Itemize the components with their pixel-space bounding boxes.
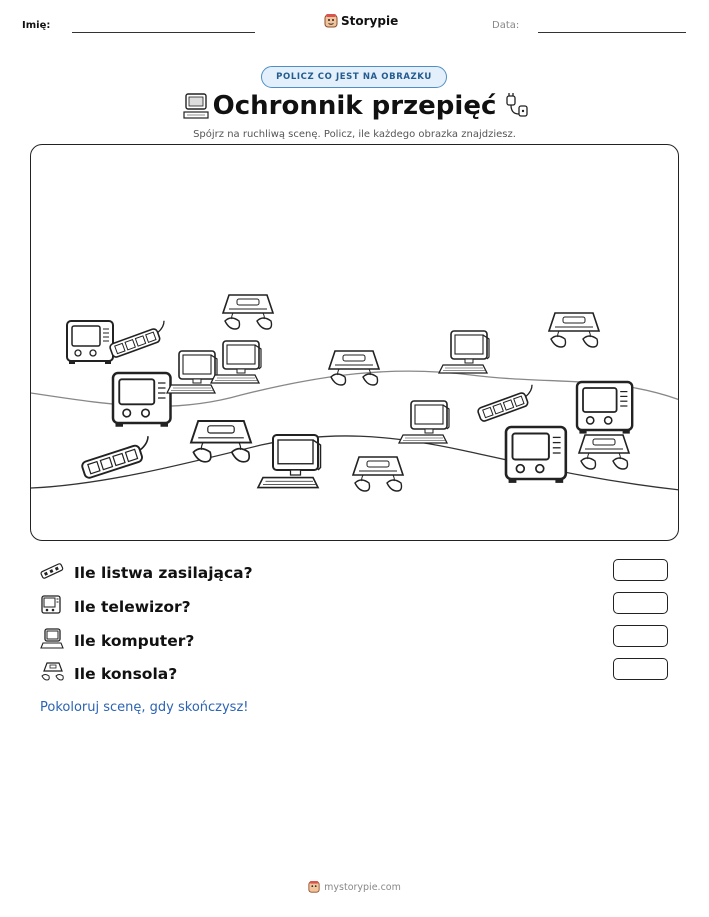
scene-console-4 <box>191 421 251 462</box>
answer-box-power-strip[interactable] <box>613 559 668 581</box>
footer <box>0 881 709 893</box>
question-label: Ile telewizor? <box>74 598 191 616</box>
question-label: Ile konsola? <box>74 665 178 683</box>
brand-name: Storypie <box>341 14 399 28</box>
computer-icon <box>40 628 66 654</box>
date-label: Data: <box>492 20 520 31</box>
name-label: Imię: <box>22 20 51 31</box>
page-subtitle: Spójrz na ruchliwą scenę. Policz, ile każdego obrazka znajdziesz. <box>193 129 516 140</box>
name-line[interactable] <box>72 32 255 33</box>
scene-console-5 <box>353 457 403 491</box>
scene-tv-3 <box>506 427 566 483</box>
question-label: Ile komputer? <box>74 632 195 650</box>
scene-tv-4 <box>577 382 632 434</box>
scene-illustration <box>31 145 679 541</box>
scene-computer-2 <box>211 341 261 383</box>
storypie-mascot-icon <box>308 881 320 893</box>
scene-computer-1 <box>167 351 217 393</box>
scene-computer-4 <box>399 401 449 443</box>
scene-console-3 <box>549 313 599 347</box>
page-title: Ochronnik przepięć <box>212 91 497 121</box>
answer-box-tv[interactable] <box>613 592 668 614</box>
question-power-strip <box>40 562 253 584</box>
footer-url: mystorypie.com <box>324 881 401 893</box>
answer-box-console[interactable] <box>613 658 668 680</box>
activity-badge: POLICZ CO JEST NA OBRAZKU <box>261 66 447 88</box>
brand-logo <box>324 14 398 28</box>
scene-tv-2 <box>113 373 171 427</box>
question-label: Ile listwa zasilająca? <box>74 564 253 582</box>
console-icon <box>40 661 66 687</box>
scene-power-strip-1 <box>108 321 171 358</box>
tv-icon <box>40 595 66 619</box>
question-computer <box>40 628 194 654</box>
scene-tv-1 <box>67 321 113 364</box>
scene-console-2 <box>329 351 379 385</box>
coloring-note: Pokoloruj scenę, gdy skończysz! <box>40 700 249 715</box>
scene-computer-3 <box>439 331 489 373</box>
question-console <box>40 661 177 687</box>
storypie-mascot-icon <box>324 14 338 28</box>
scene-power-strip-2 <box>476 385 539 422</box>
scene-console-1 <box>223 295 273 329</box>
plug-title-icon <box>503 92 529 124</box>
scene-computer-5 <box>258 435 321 488</box>
date-line[interactable] <box>538 32 686 33</box>
scene-console-6 <box>579 435 629 469</box>
question-tv <box>40 595 191 619</box>
answer-box-computer[interactable] <box>613 625 668 647</box>
counting-scene[interactable] <box>30 144 679 541</box>
power-strip-icon <box>40 562 66 584</box>
